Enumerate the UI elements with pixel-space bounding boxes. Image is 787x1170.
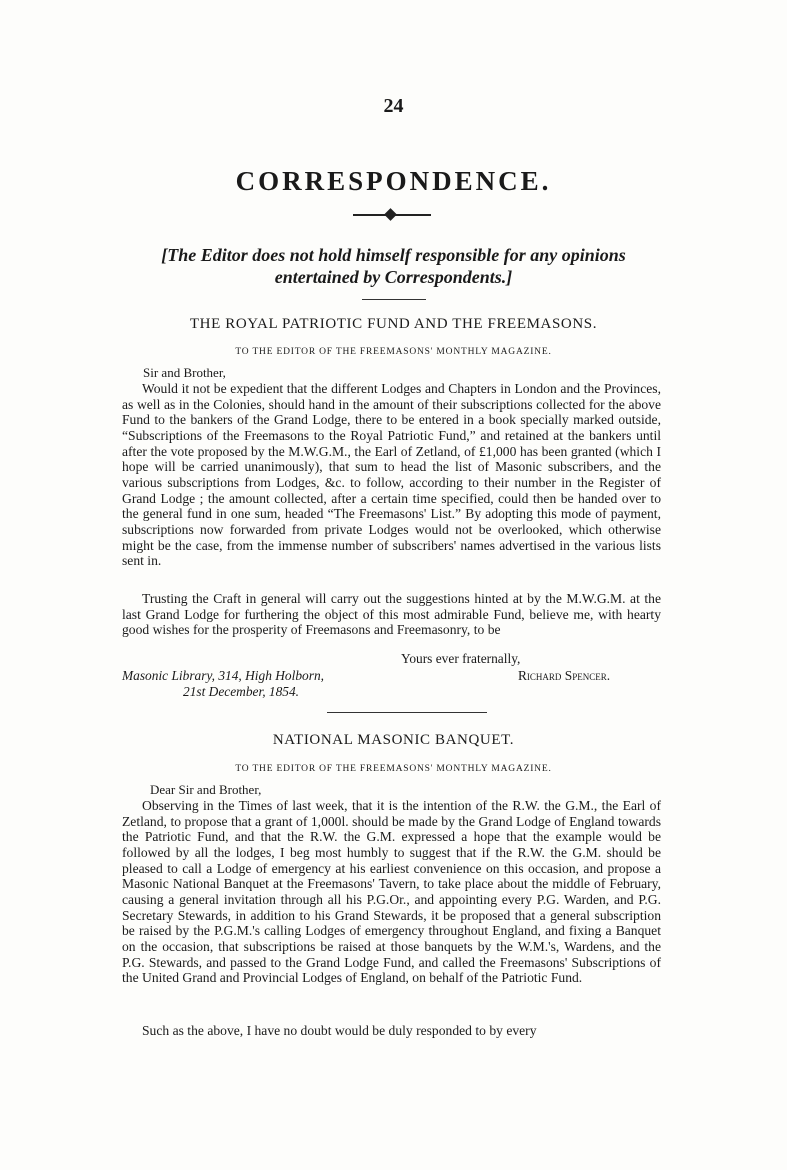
letter1-date: 21st December, 1854. — [183, 684, 300, 699]
title-ornament — [353, 208, 431, 222]
divider — [362, 299, 426, 300]
letter1-signature: Richard Spencer. — [518, 668, 611, 683]
letter2-paragraph-2: Such as the above, I have no doubt would be duly responded to by every — [142, 1023, 537, 1038]
letter1-salutation: Sir and Brother, — [143, 365, 226, 380]
letter2-paragraph-1: Observing in the Times of last week, that it is the intention of the R.W. the G.M., the Earl of Zetland, to propose that a grant of 1,000l. should be made by the Grand Lodge of England towards the Patriotic Fund, and that the R.W. the G.M. expressed a hope that the example would be followed by all the lodges, I beg most humbly to suggest that if the R.W. the G.M. should be pleased to call a Lodge of emergency at his earliest convenience on this occasion, and propose a Masonic National Banquet at the Freemasons' Tavern, to take place about the middle of February, causing a general invitation through all his P.G.Or., and appointing every P.G. Warden, and P.G. Secretary Stewards, in addition to his Grand Stewards, it be proposed that a general subscription be raised by the P.G.M.'s calling Lodges of emergency throughout England, and fixing a Banquet on the occasion, that subscriptions be raised at those banquets by the W.M.'s, Wardens, and the P.G. Stewards, and passed to the Grand Lodge Fund, and called the Freemasons' Subscriptions of the United Grand and Provincial Lodges of England, on behalf of the Patriotic Fund. — [122, 798, 661, 986]
page-number: 24 — [383, 95, 404, 117]
letter2-heading: NATIONAL MASONIC BANQUET. — [272, 732, 515, 748]
letter1-heading: THE ROYAL PATRIOTIC FUND AND THE FREEMASONS. — [189, 316, 598, 332]
letter1-closing: Yours ever fraternally, — [401, 651, 521, 666]
letter1-address: Masonic Library, 314, High Holborn, — [122, 668, 324, 683]
disclaimer-line-2: entertained by Correspondents.] — [274, 267, 513, 287]
letter2-addressee: TO THE EDITOR OF THE FREEMASONS' MONTHLY MAGAZINE. — [235, 764, 552, 774]
editor-disclaimer — [0, 244, 787, 288]
letter1-paragraph-2: Trusting the Craft in general will carry out the suggestions hinted at by the M.W.G.M. at the last Grand Lodge for furthering the object of this most admirable Fund, believe me, with hearty good wishes for the prosperity of Freemasons and Freemasonry, to be — [122, 591, 661, 638]
letter2-salutation: Dear Sir and Brother, — [150, 782, 262, 797]
letter1-paragraph-1: Would it not be expedient that the different Lodges and Chapters in London and the Provinces, as well as in the Colonies, should hand in the amount of their subscriptions collected for the above Fund to the bankers of the Grand Lodge, there to be entered in a book specially marked outside, “Subscriptions of the Freemasons to the Royal Patriotic Fund,” and retained at the bankers until after the vote proposed by the M.W.G.M., the Earl of Zetland, of £1,000 has been granted (which I hope will be carried unanimously), that sum to head the list of Masonic subscribers, and the various subscriptions from Lodges, &c. to follow, according to their number in the Register of Grand Lodge ; the amount collected, after a certain time specified, could then be handed over to the general fund in one sum, headed “The Freemasons' List.” By adopting this mode of payment, subscriptions now forwarded from private Lodges would not be overlooked, which otherwise might be the case, from the immense number of subscribers' names advertised in the various lists sent in. — [122, 381, 661, 569]
letter1-addressee: TO THE EDITOR OF THE FREEMASONS' MONTHLY MAGAZINE. — [235, 347, 552, 357]
disclaimer-line-1: [The Editor does not hold himself responsible for any opinions — [161, 245, 626, 265]
section-title: CORRESPONDENCE. — [235, 166, 552, 196]
divider — [327, 712, 487, 713]
